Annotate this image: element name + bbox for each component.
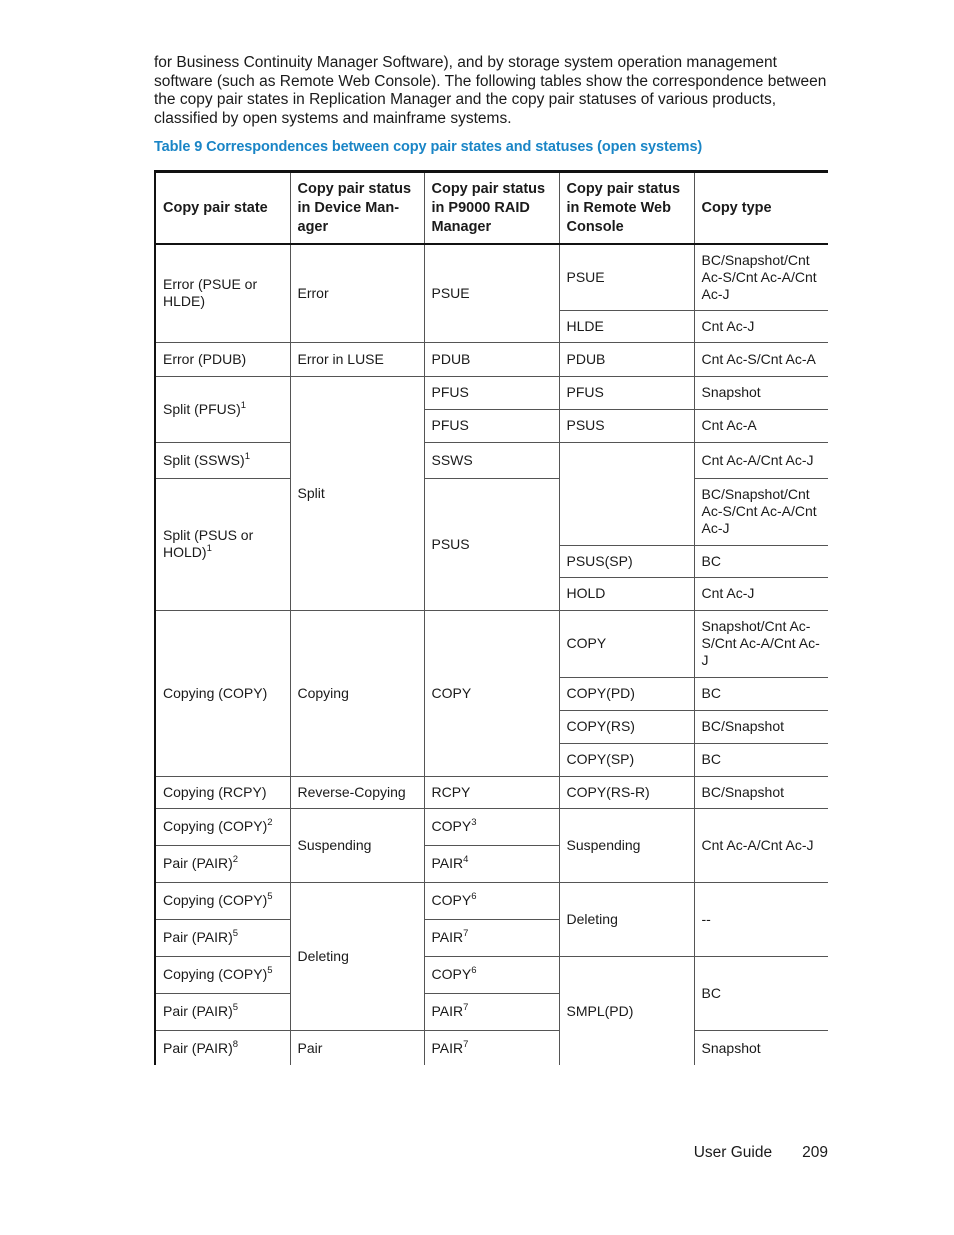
intro-paragraph: for Business Continuity Manager Software), and by storage system operation management software (such as Remote Web Console). The following tables show the correspondence between the copy pair states in Replication Manager and the copy pair statuses of various products, classified by open systems and mainframe systems. [154, 54, 827, 128]
cell [155, 882, 290, 919]
cell: PDUB [424, 342, 559, 376]
footnote-ref: 1 [244, 450, 250, 462]
cell [424, 956, 559, 993]
page-number: 209 [802, 1144, 828, 1161]
cell: Error [290, 244, 424, 342]
cell: Suspending [290, 808, 424, 882]
table-row [155, 244, 828, 310]
cell-text: PAIR [431, 1003, 464, 1019]
cell [424, 882, 559, 919]
table-row [155, 1030, 828, 1065]
footnote-ref: 2 [232, 854, 239, 865]
cell: BC [694, 743, 828, 776]
cell [424, 993, 559, 1030]
cell-text: PAIR [431, 1040, 464, 1056]
footnote-ref: 5 [232, 1002, 239, 1013]
cell: Copying [290, 610, 424, 776]
header-copy-pair-state: Copy pair state [155, 172, 290, 245]
cell: PSUS(SP) [559, 545, 694, 577]
cell: HLDE [559, 310, 694, 342]
cell-text: Split (PSUS or HOLD) [163, 527, 254, 560]
cell: PDUB [559, 342, 694, 376]
cell: Error (PSUE or HLDE) [155, 244, 290, 342]
footnote-ref: 3 [471, 817, 477, 828]
cell-text: COPY [431, 966, 472, 982]
cell [155, 845, 290, 882]
cell [559, 442, 694, 545]
cell: Deleting [559, 882, 694, 956]
cell [155, 442, 290, 478]
cell [155, 993, 290, 1030]
cell [424, 845, 559, 882]
cell: PFUS [559, 376, 694, 409]
cell-text: COPY [431, 892, 472, 908]
cell: Cnt Ac-A [694, 409, 828, 442]
cell-text: Pair (PAIR) [163, 929, 233, 945]
cell: SMPL(PD) [559, 956, 694, 1065]
cell: Error (PDUB) [155, 342, 290, 376]
footnote-ref: 7 [463, 928, 469, 939]
cell: RCPY [424, 776, 559, 808]
footnote-ref: 7 [463, 1002, 469, 1013]
table-container [154, 170, 828, 1065]
footnote-ref: 7 [463, 1039, 469, 1050]
header-copy-type: Copy type [694, 172, 828, 245]
table-row [155, 376, 828, 409]
table-row [155, 776, 828, 808]
page-footer [600, 1144, 828, 1162]
cell: COPY(RS-R) [559, 776, 694, 808]
table-row [155, 478, 828, 545]
cell: PSUE [424, 244, 559, 342]
cell: COPY(SP) [559, 743, 694, 776]
footnote-ref: 1 [206, 543, 212, 554]
footnote-ref: 5 [232, 928, 239, 939]
cell: Cnt Ac-A/Cnt Ac-J [694, 442, 828, 478]
cell-text: Pair (PAIR) [163, 1040, 233, 1056]
footnote-ref: 4 [463, 854, 469, 865]
cell: Cnt Ac-A/Cnt Ac-J [694, 808, 828, 882]
cell: Reverse-Copying [290, 776, 424, 808]
cell [155, 1030, 290, 1065]
table-row [155, 342, 828, 376]
header-device-manager: Copy pair status in Device Man-ager [290, 172, 424, 245]
cell: Pair [290, 1030, 424, 1065]
copy-pair-states-table [154, 170, 828, 1065]
cell-text: COPY [431, 818, 472, 834]
cell: PSUS [559, 409, 694, 442]
cell: BC/Snapshot [694, 776, 828, 808]
cell-text: Copying (COPY) [163, 818, 268, 834]
table-row [155, 610, 828, 677]
cell: PFUS [424, 376, 559, 409]
cell: Deleting [290, 882, 424, 1030]
header-remote-web-console: Copy pair status in Remote Web Console [559, 172, 694, 245]
cell: PSUE [559, 244, 694, 310]
footnote-ref: 5 [267, 965, 273, 976]
cell: COPY [424, 610, 559, 776]
table-caption: Table 9 Correspondences between copy pair states and statuses (open systems) [154, 139, 703, 155]
footnote-ref: 6 [471, 965, 477, 976]
cell: Split [290, 376, 424, 610]
cell: BC/Snapshot/Cnt Ac-S/Cnt Ac-A/Cnt Ac-J [694, 478, 828, 545]
footnote-ref: 8 [232, 1039, 239, 1050]
cell: COPY [559, 610, 694, 677]
footnote-ref: 5 [267, 891, 273, 902]
footnote-ref: 2 [267, 817, 273, 828]
header-raid-manager: Copy pair status in P9000 RAID Manager [424, 172, 559, 245]
table-row [155, 808, 828, 845]
cell: COPY(RS) [559, 710, 694, 743]
cell [155, 478, 290, 610]
cell: Copying (RCPY) [155, 776, 290, 808]
cell [155, 376, 290, 442]
table-row [155, 442, 828, 478]
cell-text: PAIR [431, 855, 464, 871]
cell: HOLD [559, 577, 694, 610]
cell: Error in LUSE [290, 342, 424, 376]
cell: SSWS [424, 442, 559, 478]
cell [424, 808, 559, 845]
cell-text: Pair (PAIR) [163, 1003, 233, 1019]
cell [424, 919, 559, 956]
cell: BC [694, 545, 828, 577]
cell [155, 808, 290, 845]
table-row [155, 956, 828, 993]
cell: PSUS [424, 478, 559, 610]
cell: Cnt Ac-S/Cnt Ac-A [694, 342, 828, 376]
cell-text: Copying (COPY) [163, 892, 268, 908]
cell-text: Pair (PAIR) [163, 855, 233, 871]
cell: BC/Snapshot/Cnt Ac-S/Cnt Ac-A/Cnt Ac-J [694, 244, 828, 310]
table-row [155, 882, 828, 919]
cell [155, 956, 290, 993]
cell: Cnt Ac-J [694, 310, 828, 342]
table-header-row [155, 172, 828, 245]
footer-label: User Guide [693, 1144, 773, 1161]
cell: PFUS [424, 409, 559, 442]
cell: Snapshot [694, 1030, 828, 1065]
cell: Snapshot/Cnt Ac-S/Cnt Ac-A/Cnt Ac-J [694, 610, 828, 677]
cell-text: Split (PFUS) [163, 400, 241, 417]
cell: Suspending [559, 808, 694, 882]
footnote-ref: 1 [240, 399, 247, 411]
cell: BC/Snapshot [694, 710, 828, 743]
cell-text: Split (SSWS) [163, 451, 245, 468]
cell: Cnt Ac-J [694, 577, 828, 610]
cell [155, 919, 290, 956]
cell: BC [694, 677, 828, 710]
cell: BC [694, 956, 828, 1030]
cell [424, 1030, 559, 1065]
cell-text: Copying (COPY) [163, 966, 268, 982]
cell: -- [694, 882, 828, 956]
cell-text: PAIR [431, 929, 464, 945]
cell: Copying (COPY) [155, 610, 290, 776]
cell: Snapshot [694, 376, 828, 409]
cell: COPY(PD) [559, 677, 694, 710]
footnote-ref: 6 [471, 891, 477, 902]
